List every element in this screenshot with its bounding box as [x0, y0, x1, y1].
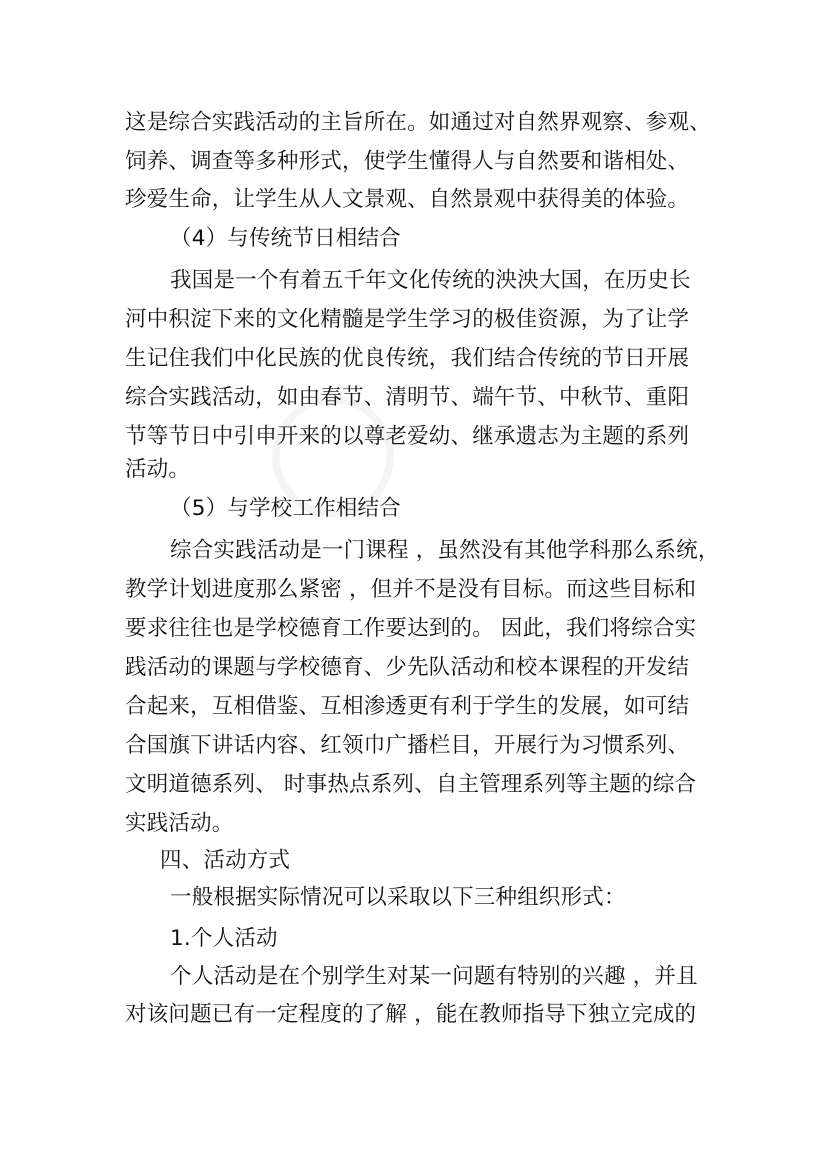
text-line: 综合实践活动是一门课程 ，虽然没有其他学科那么系统， [170, 538, 720, 563]
section-heading: （5）与学校工作相结合 [170, 496, 401, 521]
text-line: 节等节日中引申开来的以尊老爱幼、继承遗志为主题的系列 [125, 424, 690, 449]
text-line: 综合实践活动，如由春节、清明节、端午节、中秋节、重阳 [125, 385, 690, 410]
text-line: 合起来，互相借鉴、互相渗透更有利于学生的发展，如可结 [125, 694, 690, 719]
section-heading: 四、活动方式 [160, 848, 291, 873]
text-line: 文明道德系列、 时事热点系列、自主管理系列等主题的综合 [125, 772, 697, 797]
subsection-heading: 1.个人活动 [170, 926, 278, 951]
text-line: 教学计划进度那么紧密 ，但并不是没有目标。而这些目标和 [125, 577, 697, 602]
text-line: 活动。 [125, 457, 191, 482]
section-heading: （4）与传统节日相结合 [170, 226, 401, 251]
text-line: 要求往往也是学校德育工作要达到的。 因此，我们将综合实 [125, 616, 697, 641]
text-line: 生记住我们中化民族的优良传统，我们结合传统的节日开展 [125, 346, 690, 371]
text-line: 这是综合实践活动的主旨所在。如通过对自然界观察、参观、 [125, 110, 711, 135]
text-line: 实践活动。 [125, 811, 234, 836]
text-line: 我国是一个有着五千年文化传统的泱泱大国，在历史长 [170, 268, 691, 293]
text-line: 对该问题已有一定程度的了解 ，能在教师指导下独立完成的 [125, 1002, 697, 1027]
text-line: 饲养、调查等多种形式，使学生懂得人与自然要和谐相处、 [125, 149, 690, 174]
text-line: 一般根据实际情况可以采取以下三种组织形式： [170, 885, 626, 910]
text-line: 合国旗下讲话内容、红领巾广播栏目，开展行为习惯系列、 [125, 733, 690, 758]
text-line: 个人活动是在个别学生对某一问题有特别的兴趣 ，并且 [170, 964, 698, 989]
text-line: 珍爱生命，让学生从人文景观、自然景观中获得美的体验。 [125, 187, 690, 212]
text-line: 践活动的课题与学校德育、少先队活动和校本课程的开发结 [125, 655, 690, 680]
text-line: 河中积淀下来的文化精髓是学生学习的极佳资源，为了让学 [125, 307, 690, 332]
